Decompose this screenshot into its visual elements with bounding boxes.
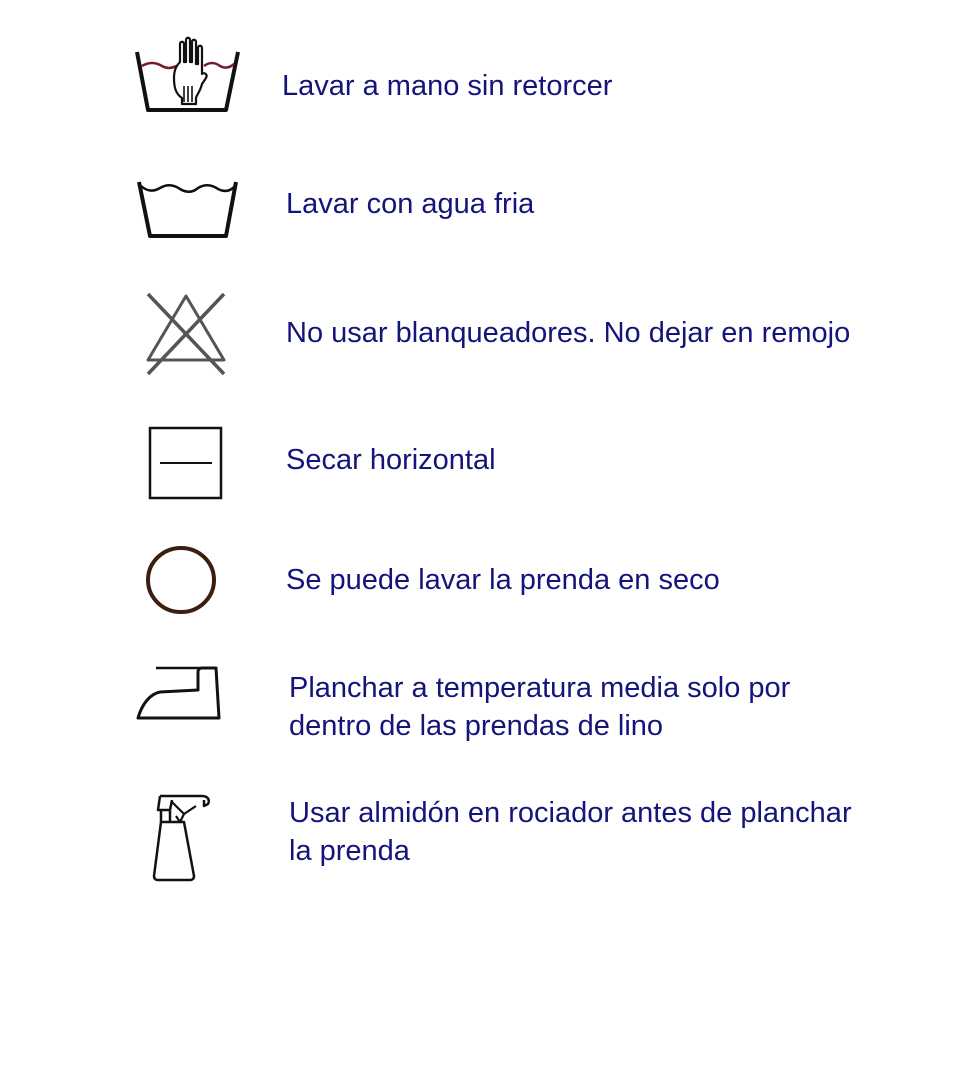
- spray-starch-icon: [150, 792, 214, 882]
- care-label: Secar horizontal: [286, 444, 496, 476]
- dry-clean-icon: [144, 544, 218, 616]
- no-bleach-icon: [144, 290, 228, 376]
- care-label: Lavar a mano sin retorcer: [282, 70, 613, 102]
- care-label: Planchar a temperatura media solo por dentro de las prendas de lino: [289, 672, 791, 742]
- care-label: No usar blanqueadores. No dejar en remojo: [286, 317, 851, 349]
- care-label: Lavar con agua fria: [286, 188, 535, 220]
- cold-wash-icon: [136, 176, 240, 240]
- dry-flat-icon: [148, 426, 224, 500]
- care-label: Se puede lavar la prenda en seco: [286, 564, 720, 596]
- care-label: Usar almidón en rociador antes de planchar la prenda: [289, 797, 852, 867]
- iron-medium-icon: [136, 666, 222, 722]
- hand-wash-icon: [134, 38, 244, 114]
